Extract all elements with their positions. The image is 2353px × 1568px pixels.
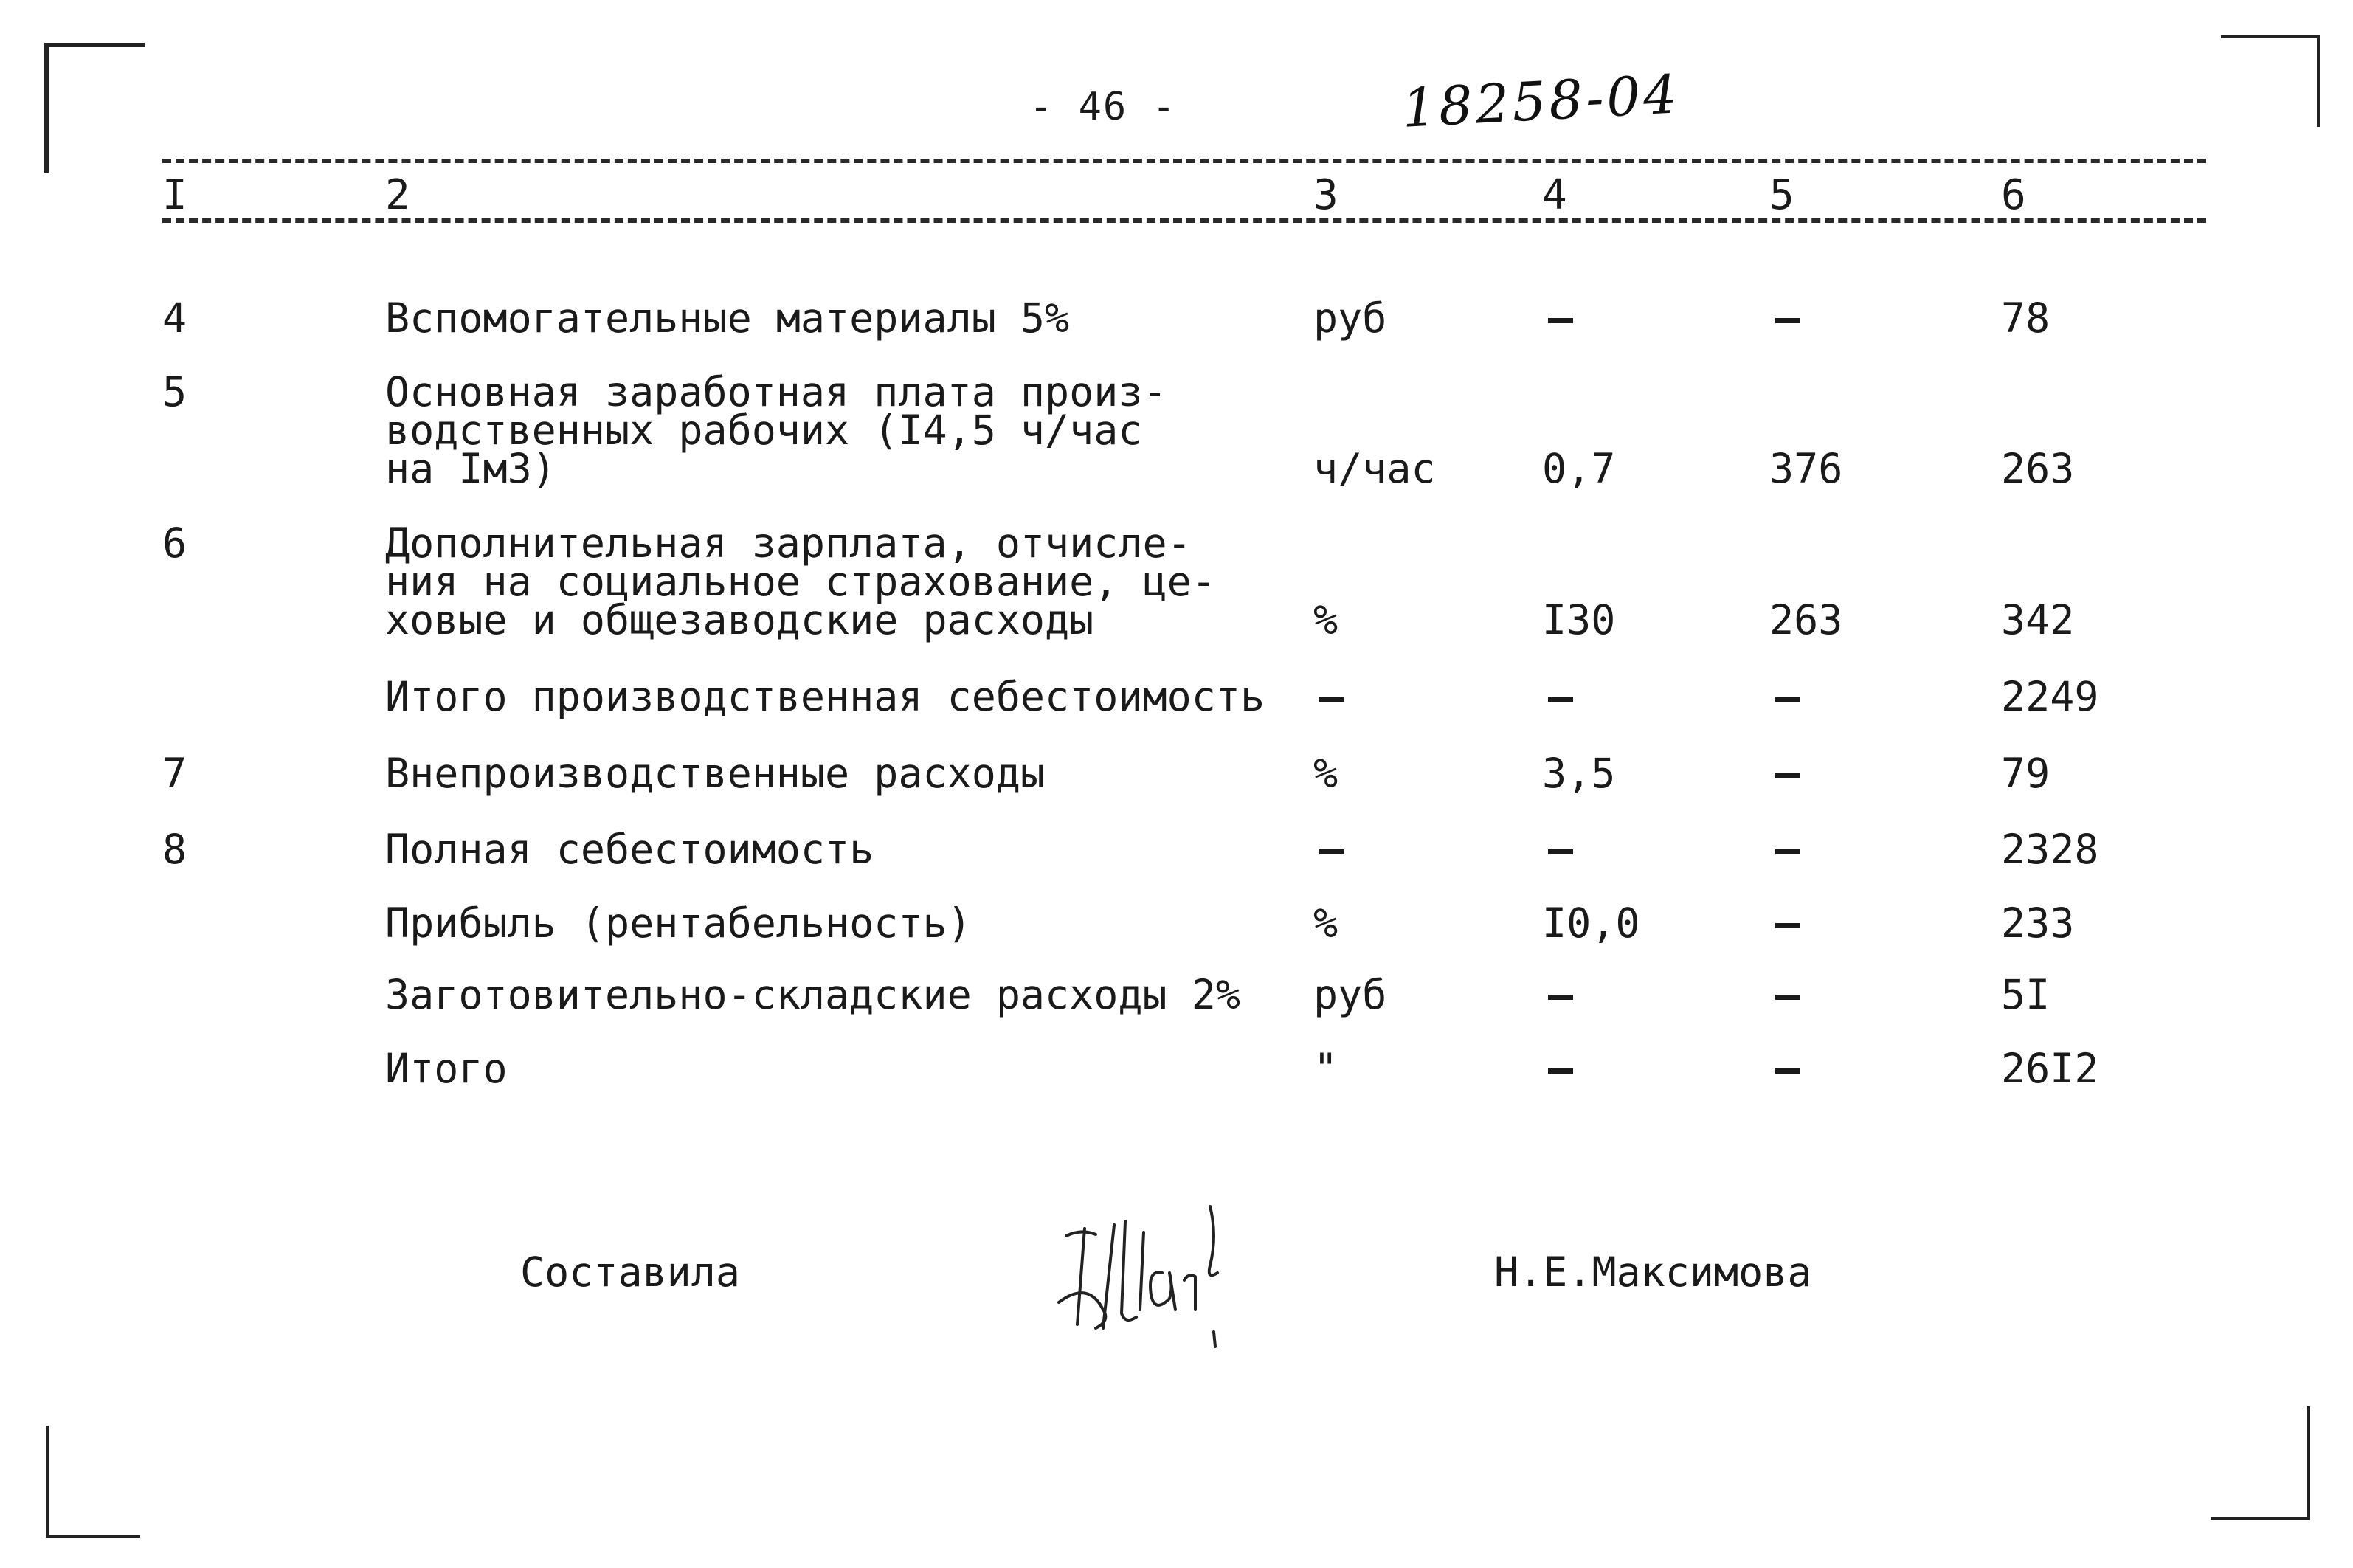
row-unit: %	[1313, 899, 1338, 947]
row-value-c4: I0,0	[1542, 899, 1640, 947]
row-value-c4: 3,5	[1542, 750, 1616, 797]
frame-corner-top-left	[44, 43, 145, 173]
row-number: 4	[162, 294, 187, 342]
column-header-5: 5	[1769, 171, 1794, 219]
signature-label: Составила	[520, 1248, 741, 1296]
row-value-c6: 2249	[2001, 673, 2099, 720]
empty-value-dash	[1319, 697, 1344, 702]
empty-value-dash	[1775, 923, 1800, 928]
empty-value-dash	[1775, 318, 1800, 323]
row-description: Основная заработная плата произ-	[385, 368, 1167, 415]
row-value-c6: 342	[2001, 596, 2075, 643]
row-unit: ч/час	[1313, 445, 1436, 492]
row-description: Полная себестоимость	[385, 826, 874, 873]
column-header-6: 6	[2001, 171, 2026, 219]
row-description: Заготовительно-складские расходы 2%	[385, 971, 1240, 1018]
row-value-c4: 0,7	[1542, 445, 1616, 492]
row-unit: руб	[1313, 294, 1387, 342]
empty-value-dash	[1548, 1068, 1573, 1074]
row-value-c6: 5I	[2001, 971, 2050, 1018]
empty-value-dash	[1775, 995, 1800, 1000]
handwritten-signature	[1051, 1192, 1273, 1354]
row-value-c6: 79	[2001, 750, 2050, 797]
row-value-c5: 376	[1769, 445, 1843, 492]
row-number: 7	[162, 750, 187, 797]
row-number: 6	[162, 519, 187, 567]
column-header-2: 2	[385, 171, 410, 219]
page-number: - 46 -	[1029, 85, 1177, 129]
column-header-4: 4	[1542, 171, 1567, 219]
row-unit: руб	[1313, 971, 1387, 1018]
row-unit: %	[1313, 596, 1338, 643]
empty-value-dash	[1319, 849, 1344, 854]
row-value-c6: 263	[2001, 445, 2075, 492]
row-unit: %	[1313, 750, 1338, 797]
row-description: Итого	[385, 1045, 508, 1092]
frame-corner-top-right	[2221, 35, 2320, 127]
row-value-c6: 233	[2001, 899, 2075, 947]
document-code: 18258-04	[1400, 63, 1682, 139]
row-value-c4: I30	[1542, 596, 1616, 643]
row-description: Вспомогательные материалы 5%	[385, 294, 1070, 342]
row-description: Итого производственная себестоимость	[385, 673, 1265, 720]
row-value-c5: 263	[1769, 596, 1843, 643]
row-description: ховые и общезаводские расходы	[385, 596, 1094, 643]
table-header-rule	[162, 218, 2206, 223]
empty-value-dash	[1548, 697, 1573, 702]
row-number: 8	[162, 826, 187, 873]
row-description: Прибыль (рентабельность)	[385, 899, 972, 947]
frame-corner-bottom-left	[46, 1426, 140, 1538]
row-description: Внепроизводственные расходы	[385, 750, 1046, 797]
row-description: ния на социальное страхование, це-	[385, 558, 1216, 605]
row-unit: "	[1313, 1045, 1338, 1092]
empty-value-dash	[1548, 995, 1573, 1000]
row-number: 5	[162, 368, 187, 415]
column-header-3: 3	[1313, 171, 1338, 219]
empty-value-dash	[1775, 773, 1800, 778]
empty-value-dash	[1548, 849, 1573, 854]
row-value-c6: 2328	[2001, 826, 2099, 873]
empty-value-dash	[1775, 1068, 1800, 1074]
empty-value-dash	[1775, 697, 1800, 702]
row-value-c6: 78	[2001, 294, 2050, 342]
empty-value-dash	[1548, 318, 1573, 323]
row-description: на IмЗ)	[385, 445, 556, 492]
table-top-rule	[162, 159, 2206, 163]
signatory-name: Н.Е.Максимова	[1494, 1248, 1812, 1296]
row-value-c6: 26I2	[2001, 1045, 2099, 1092]
column-header-1: I	[162, 171, 187, 219]
row-description: Дополнительная зарплата, отчисле-	[385, 519, 1192, 567]
frame-corner-bottom-right	[2211, 1406, 2310, 1520]
row-description: водственных рабочих (I4,5 ч/час	[385, 407, 1143, 454]
empty-value-dash	[1775, 849, 1800, 854]
